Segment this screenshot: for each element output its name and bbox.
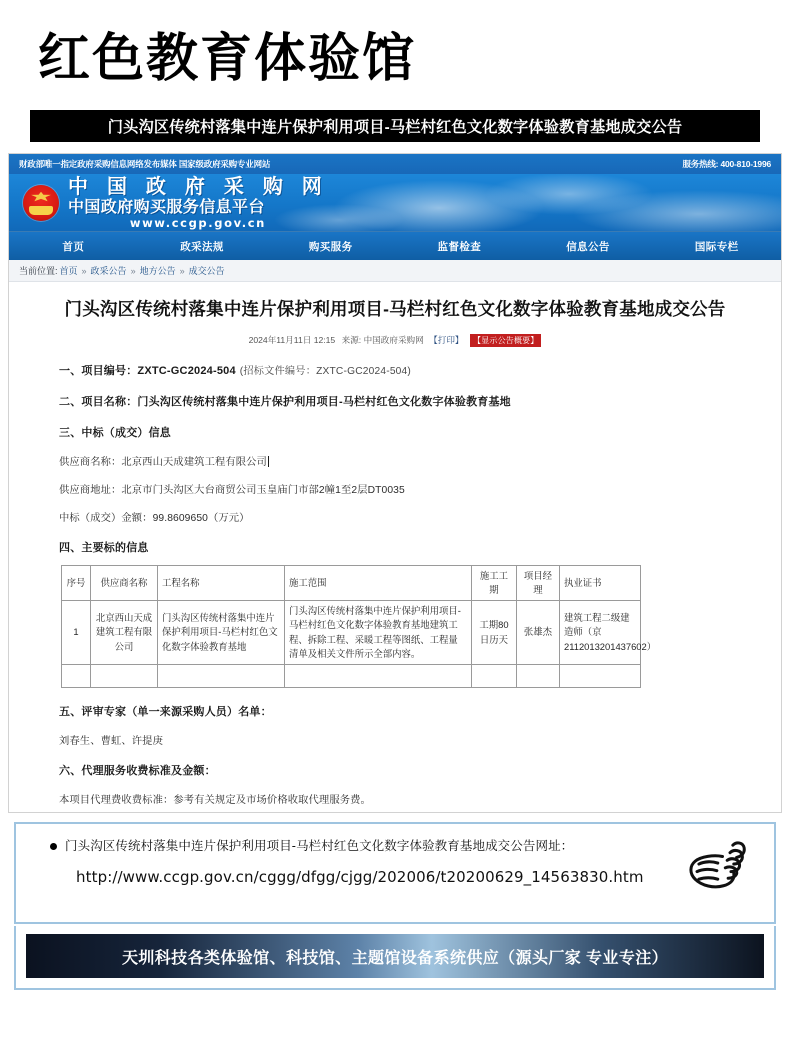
company-slogan: 天圳科技各类体验馆、科技馆、主题馆设备系统供应（源头厂家 专业专注）	[121, 949, 669, 967]
cell-empty	[62, 664, 91, 687]
cell-empty	[517, 664, 560, 687]
agency-fee-value: 本项目代理费收费标准：参考有关规定及市场价格收取代理服务费。	[59, 794, 371, 806]
supplier-name-label: 供应商名称：	[59, 457, 122, 469]
nav-item-regulations[interactable]: 政采法规	[180, 240, 224, 253]
th-scope: 施工范围	[285, 566, 472, 601]
service-hotline: 服务热线: 400-810-1996	[682, 159, 771, 170]
breadcrumb-separator: »	[130, 265, 136, 276]
tender-doc-number: (招标文件编号：ZXTC-GC2024-504)	[239, 366, 412, 378]
breadcrumb-item-award-notice[interactable]: 成交公告	[188, 266, 225, 277]
nav-item-international[interactable]: 国际专栏	[694, 240, 739, 253]
cell-index: 1	[62, 601, 91, 664]
section-1-label: 一、项目编号：	[59, 365, 138, 378]
supplier-address-value: 北京市门头沟区大台商贸公司玉皇庙门市部2幢1至2层DT0035	[121, 485, 405, 497]
nav-item-announcements[interactable]: 信息公告	[566, 240, 610, 253]
supplier-address-label: 供应商地址：	[59, 485, 122, 497]
breadcrumb-item-home[interactable]: 首页	[59, 266, 78, 277]
nav-item-supervision[interactable]: 监督检查	[437, 240, 482, 253]
site-top-strip	[9, 154, 781, 174]
announcement-url[interactable]: http://www.ccgp.gov.cn/cggg/dfgg/cjgg/202006/t20200629_14563830.htm	[76, 867, 644, 886]
article	[9, 282, 781, 806]
section-project-number	[59, 362, 737, 378]
supplier-name-value: 北京西山天成建筑工程有限公司	[121, 457, 267, 469]
site-logo-url: www.ccgp.gov.cn	[129, 215, 266, 230]
breadcrumb-separator: »	[179, 265, 185, 276]
breadcrumb-label: 当前位置:	[19, 266, 58, 277]
table-row	[62, 601, 641, 664]
section-review-experts-heading: 五、评审专家（单一来源采购人员）名单：	[59, 705, 272, 718]
cell-empty	[285, 664, 472, 687]
website-screenshot-panel	[8, 153, 782, 813]
breadcrumb	[9, 260, 781, 282]
award-amount-value: 99.8609650（万元）	[152, 513, 250, 525]
site-logo	[68, 176, 328, 230]
cell-project: 门头沟区传统村落集中连片保护利用项目-马栏村红色文化数字体验教育基地	[158, 601, 285, 664]
section-award-info-heading: 三、中标（成交）信息	[59, 427, 171, 440]
bottom-banner-frame	[14, 926, 776, 990]
article-title: 门头沟区传统村落集中连片保护利用项目-马栏村红色文化数字体验教育基地成交公告	[64, 299, 726, 320]
bullet-icon	[50, 843, 57, 850]
national-emblem-icon	[23, 185, 59, 221]
th-duration: 施工工期	[472, 566, 517, 601]
project-number-value: ZXTC-GC2024-504	[137, 365, 236, 378]
text-cursor	[268, 456, 269, 467]
article-source: 来源: 中国政府采购网	[341, 335, 424, 346]
table-row-empty	[62, 664, 641, 687]
project-name-value: 门头沟区传统村落集中连片保护利用项目-马栏村红色文化数字体验教育基地	[137, 396, 511, 409]
show-summary-button[interactable]: 【显示公告概要】	[470, 334, 542, 347]
pointing-hand-icon	[676, 832, 752, 898]
section-2-label: 二、项目名称：	[59, 396, 138, 409]
table-header-row	[62, 566, 641, 601]
th-index: 序号	[62, 566, 91, 601]
supplier-address-row	[59, 481, 737, 496]
cell-manager: 张雄杰	[517, 601, 560, 664]
company-slogan-bar	[26, 934, 764, 978]
section-main-subject-heading: 四、主要标的信息	[59, 542, 149, 555]
cell-duration: 工期80日历天	[472, 601, 517, 664]
promo-subtitle: 门头沟区传统村落集中连片保护利用项目-马栏村红色文化数字体验教育基地成交公告	[107, 118, 683, 136]
th-certificate: 执业证书	[560, 566, 641, 601]
breadcrumb-item-procurement-notice[interactable]: 政采公告	[90, 266, 127, 277]
review-experts-value: 刘春生、曹虹、许提庚	[59, 735, 163, 747]
supplier-name-row	[59, 453, 737, 468]
cell-supplier: 北京西山天成建筑工程有限公司	[91, 601, 158, 664]
article-date: 2024年11月11日 12:15	[248, 335, 336, 346]
award-amount-row	[59, 509, 737, 524]
site-nav	[9, 231, 781, 260]
cell-certificate: 建筑工程二级建造师（京2112013201437602）	[560, 601, 641, 664]
section-project-name	[59, 393, 737, 409]
announcement-url-title-row	[32, 838, 758, 856]
th-manager: 项目经理	[517, 566, 560, 601]
promo-subtitle-bar	[30, 110, 760, 142]
section-agency-fee-heading: 六、代理服务收费标准及金额：	[59, 764, 216, 777]
cell-scope: 门头沟区传统村落集中连片保护利用项目-马栏村红色文化数字体验教育基地建筑工程、拆除工程、采暖工程等图纸、工程量清单及相关文件所示全部内容。	[285, 601, 472, 664]
award-amount-label: 中标（成交）金额：	[59, 513, 153, 525]
print-link[interactable]: 【打印】	[429, 335, 464, 346]
article-body	[35, 362, 755, 806]
nav-item-purchase-service[interactable]: 购买服务	[308, 240, 353, 253]
site-slogan: 财政部唯一指定政府采购信息网络发布媒体 国家级政府采购专业网站	[19, 159, 271, 170]
bid-table	[61, 565, 657, 688]
cell-empty	[158, 664, 285, 687]
announcement-url-title: 门头沟区传统村落集中连片保护利用项目-马栏村红色文化数字体验教育基地成交公告网址：	[65, 839, 574, 854]
cell-empty	[472, 664, 517, 687]
breadcrumb-separator: »	[81, 265, 87, 276]
cell-empty	[91, 664, 158, 687]
nav-item-home[interactable]: 首页	[62, 240, 85, 253]
th-project: 工程名称	[158, 566, 285, 601]
announcement-url-card	[14, 822, 776, 924]
article-meta	[35, 334, 755, 347]
cell-empty	[560, 664, 641, 687]
th-supplier: 供应商名称	[91, 566, 158, 601]
site-logo-line1: 中 国 政 府 采 购 网	[68, 174, 328, 198]
site-logo-line2: 中国政府购买服务信息平台	[68, 196, 265, 216]
page-title: 红色教育体验馆	[38, 29, 417, 89]
breadcrumb-item-local-notice[interactable]: 地方公告	[139, 266, 176, 277]
site-banner	[9, 174, 781, 231]
